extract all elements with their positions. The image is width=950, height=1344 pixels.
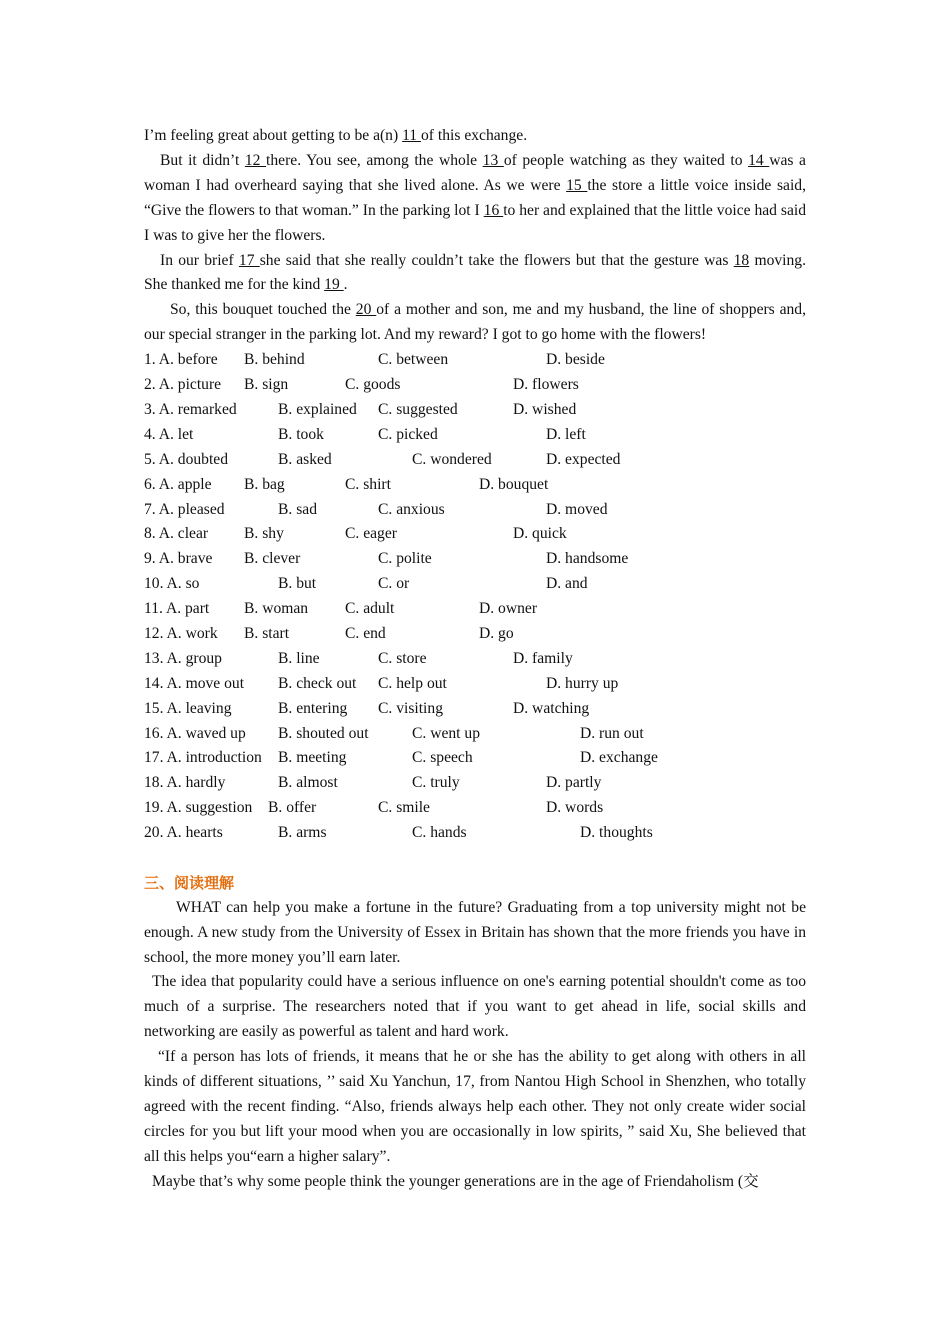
option-c: C. end	[345, 624, 386, 642]
option-d: D. hurry up	[546, 674, 619, 692]
option-c: C. went up	[412, 724, 481, 742]
option-a: 1. A. before	[144, 351, 218, 369]
option-b: B. start	[244, 624, 290, 642]
option-c: C. between	[378, 351, 449, 369]
option-row	[144, 423, 806, 448]
option-d: D. run out	[580, 724, 644, 742]
option-row	[144, 448, 806, 473]
option-a: 13. A. group	[144, 649, 222, 667]
blank-18: 18	[733, 251, 750, 269]
text: .	[343, 276, 348, 294]
option-b: B. behind	[244, 351, 305, 369]
option-b: B. offer	[268, 799, 317, 817]
blank-16: 16	[483, 201, 504, 219]
option-c: C. smile	[378, 799, 430, 817]
option-b: B. line	[278, 649, 320, 667]
option-a: 4. A. let	[144, 425, 194, 443]
text: of a mother and son, me and my husband, the line of shoppers and, our special stranger in the parking lot. And my reward? I got to go home with the flowers!	[144, 301, 807, 344]
passage-paragraph-1	[144, 124, 806, 149]
option-row	[144, 522, 806, 547]
option-b: B. shy	[244, 525, 284, 543]
option-b: B. but	[278, 575, 317, 593]
option-b: B. asked	[278, 450, 332, 468]
text: So, this bouquet touched the	[170, 301, 356, 319]
option-d: D. family	[513, 649, 573, 667]
option-row	[144, 473, 806, 498]
option-d: D. thoughts	[580, 824, 653, 842]
option-c: C. suggested	[378, 400, 458, 418]
option-d: D. moved	[546, 500, 608, 518]
option-d: D. words	[546, 799, 604, 817]
option-d: D. beside	[546, 351, 605, 369]
option-b: B. took	[278, 425, 324, 443]
text: there. You see, among the whole	[266, 151, 483, 169]
passage-paragraph-4	[144, 298, 806, 348]
option-b: B. sign	[244, 376, 289, 394]
option-b: B. bag	[244, 475, 285, 493]
option-b: B. clever	[244, 550, 301, 568]
option-d: D. handsome	[546, 550, 629, 568]
option-b: B. shouted out	[278, 724, 369, 742]
option-b: B. almost	[278, 774, 338, 792]
option-a: 8. A. clear	[144, 525, 209, 543]
blank-15: 15	[566, 176, 588, 194]
option-row	[144, 572, 806, 597]
option-c: C. truly	[412, 774, 460, 792]
option-c: C. visiting	[378, 699, 443, 717]
text: the store a little voice inside said, “Give the flowers to that woman.” In the parking lot I	[144, 176, 806, 219]
option-row	[144, 547, 806, 572]
option-d: D. left	[546, 425, 586, 443]
option-c: C. help out	[378, 674, 447, 692]
option-c: C. anxious	[378, 500, 445, 518]
option-c: C. adult	[345, 600, 395, 618]
option-d: D. exchange	[580, 749, 658, 767]
option-c: C. picked	[378, 425, 438, 443]
text: of people watching as they waited to	[503, 151, 749, 169]
option-b: B. explained	[278, 400, 357, 418]
option-b: B. entering	[278, 699, 348, 717]
reading-paragraph-1: WHAT can help you make a fortune in the future? Graduating from a top university might not be enough. A new study from the University of Essex in Britain has shown that the more friends you have in school, the more money you’ll earn later.	[144, 898, 806, 966]
section-heading: 三、阅读理解	[144, 873, 235, 892]
option-d: D. expected	[546, 450, 621, 468]
blank-12: 12	[244, 151, 267, 169]
option-d: D. bouquet	[479, 475, 549, 493]
option-b: B. check out	[278, 674, 357, 692]
blank-13: 13	[482, 151, 504, 169]
reading-paragraph-2: The idea that popularity could have a serious influence on one's earning potential shouldn't come as too much of a surprise. The researchers noted that if you want to get ahead in life, social skills and networking are easily as powerful as talent and hard work.	[144, 973, 806, 1041]
option-a: 3. A. remarked	[144, 400, 237, 418]
option-c: C. goods	[345, 376, 401, 394]
option-row	[144, 597, 806, 622]
option-d: D. partly	[546, 774, 602, 792]
option-row	[144, 373, 806, 398]
option-row	[144, 796, 806, 821]
option-d: D. wished	[513, 400, 577, 418]
option-a: 19. A. suggestion	[144, 799, 253, 817]
passage-paragraph-2	[144, 149, 806, 249]
option-c: C. speech	[412, 749, 473, 767]
option-d: D. go	[479, 624, 514, 642]
blank-14: 14	[748, 151, 770, 169]
option-c: C. polite	[378, 550, 432, 568]
option-a: 12. A. work	[144, 624, 218, 642]
text: she said that she really couldn’t take the flowers but that the gesture was	[259, 251, 734, 269]
option-a: 10. A. so	[144, 575, 200, 593]
option-row	[144, 746, 806, 771]
text: I’m feeling great about getting to be a(n)	[144, 127, 403, 144]
option-b: B. woman	[244, 600, 309, 618]
option-row	[144, 672, 806, 697]
option-row	[144, 398, 806, 423]
option-a: 6. A. apple	[144, 475, 212, 493]
text: But it didn’t	[160, 151, 245, 169]
blank-19: 19	[324, 276, 344, 294]
document-page	[144, 124, 806, 1195]
text: moving. She thanked me for the kind	[144, 251, 806, 294]
option-b: B. arms	[278, 824, 327, 842]
passage-paragraph-3	[144, 249, 806, 299]
option-d: D. and	[546, 575, 588, 593]
option-c: C. hands	[412, 824, 467, 842]
option-a: 18. A. hardly	[144, 774, 226, 792]
blank-17: 17	[238, 251, 260, 269]
text: In our brief	[160, 251, 239, 269]
option-c: C. or	[378, 575, 410, 593]
option-row	[144, 697, 806, 722]
option-d: D. owner	[479, 600, 538, 618]
option-b: B. sad	[278, 500, 317, 518]
option-a: 2. A. picture	[144, 376, 222, 394]
options-list	[144, 348, 806, 846]
option-c: C. store	[378, 649, 427, 667]
blank-20: 20	[355, 301, 377, 319]
reading-paragraph-3: “If a person has lots of friends, it means that he or she has the ability to get along with others in all kinds of different situations, ’’ said Xu Yanchun, 17, from Nantou High School in Shenzhen, who totally agreed with the recent finding. “Also, friends always help each other. They not only create wider social circles for you but lift your mood when you are occasionally in low spirits, ” said Xu, She believed that all this helps you“earn a higher salary”.	[144, 1048, 806, 1165]
reading-paragraph-4: Maybe that’s why some people think the younger generations are in the age of Friendaholism (交	[152, 1172, 759, 1190]
option-a: 16. A. waved up	[144, 724, 246, 742]
text: to her and explained that the little voice had said I was to give her the flowers.	[144, 201, 806, 244]
option-row	[144, 771, 806, 796]
option-a: 20. A. hearts	[144, 824, 223, 842]
option-row	[144, 348, 806, 373]
option-c: C. wondered	[412, 450, 492, 468]
option-row	[144, 498, 806, 523]
option-a: 11. A. part	[144, 600, 210, 618]
option-c: C. eager	[345, 525, 397, 543]
option-d: D. quick	[513, 525, 567, 543]
blank-11: 11	[402, 127, 421, 144]
option-a: 14. A. move out	[144, 674, 245, 692]
text: was a woman I had overheard saying that she lived alone. As we were	[144, 151, 806, 194]
option-row	[144, 622, 806, 647]
option-row	[144, 647, 806, 672]
text: of this exchange.	[421, 127, 528, 144]
option-a: 15. A. leaving	[144, 699, 232, 717]
option-d: D. flowers	[513, 376, 579, 394]
option-row	[144, 821, 806, 846]
option-a: 17. A. introduction	[144, 749, 262, 767]
option-a: 7. A. pleased	[144, 500, 225, 518]
option-a: 5. A. doubted	[144, 450, 229, 468]
option-row	[144, 722, 806, 747]
option-d: D. watching	[513, 699, 590, 717]
option-b: B. meeting	[278, 749, 347, 767]
option-c: C. shirt	[345, 475, 391, 493]
option-a: 9. A. brave	[144, 550, 213, 568]
